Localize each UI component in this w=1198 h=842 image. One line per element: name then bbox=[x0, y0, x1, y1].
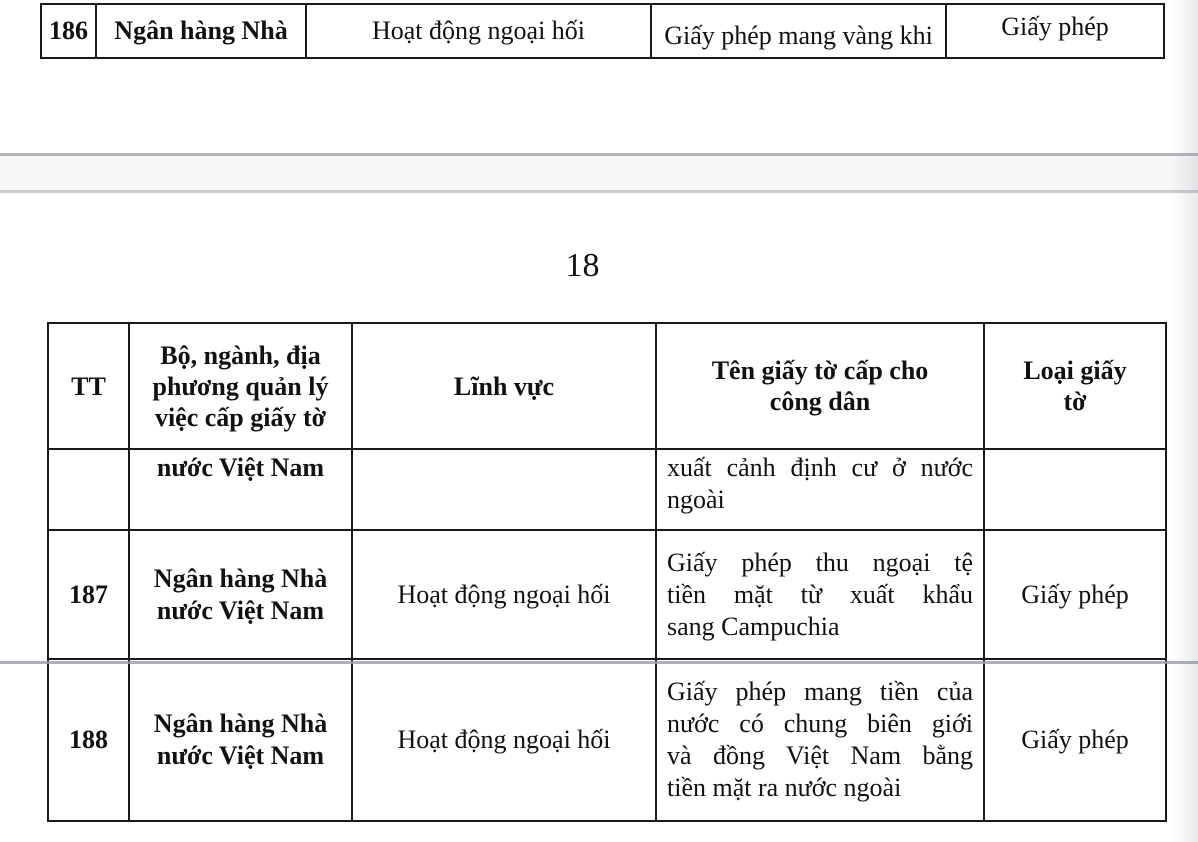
header-agency-line: phương quản lý bbox=[152, 371, 329, 401]
doc-name-line: Giấy phép thu ngoại tệ bbox=[667, 547, 973, 577]
row-187-cell-tt: 187 bbox=[49, 531, 130, 660]
header-doc-type-line: Loại giấy bbox=[1023, 356, 1127, 385]
row-187-cell-doc-name bbox=[657, 531, 985, 660]
cell-agency: Ngân hàng Nhà bbox=[97, 5, 307, 57]
header-cell-doc-name bbox=[657, 324, 985, 450]
row-186cont-cell-agency: nước Việt Nam bbox=[130, 450, 353, 531]
agency-line: nước Việt Nam bbox=[156, 595, 325, 625]
header-doc-name-line: công dân bbox=[769, 387, 871, 416]
agency-line: nước Việt Nam bbox=[156, 741, 325, 770]
row-188-cell-tt: 188 bbox=[49, 660, 130, 820]
header-cell-tt: TT bbox=[49, 324, 130, 450]
doc-name-line: Giấy phép mang tiền của bbox=[667, 677, 973, 706]
row-188-cell-field: Hoạt động ngoại hối bbox=[353, 660, 657, 820]
doc-name-line: xuất cảnh định cư ở nước bbox=[667, 453, 973, 482]
header-cell-doc-type bbox=[985, 324, 1165, 450]
header-cell-field: Lĩnh vực bbox=[353, 324, 657, 450]
cell-doc-type: Giấy phép bbox=[1001, 12, 1109, 41]
row-187-cell-agency bbox=[130, 531, 353, 660]
header-doc-name-line: Tên giấy tờ cấp cho bbox=[711, 356, 929, 385]
doc-name-line: sang Campuchia bbox=[667, 611, 840, 641]
doc-name-line: tiền mặt từ xuất khẩu bbox=[667, 579, 973, 609]
header-cell-agency bbox=[130, 324, 353, 450]
page-gap-separator bbox=[0, 153, 1198, 193]
row-186cont-cell-doc-name bbox=[657, 450, 985, 531]
row-186cont-cell-doc-type bbox=[985, 450, 1165, 531]
row-187-cell-field: Hoạt động ngoại hối bbox=[353, 531, 657, 660]
agency-line: Ngân hàng Nhà bbox=[153, 563, 328, 593]
cell-tt: 186 bbox=[42, 5, 97, 57]
doc-name-line: và đồng Việt Nam bằng bbox=[667, 741, 973, 770]
page-number: 18 bbox=[565, 247, 600, 284]
row-187-cell-doc-type: Giấy phép bbox=[985, 531, 1165, 660]
header-agency-line: Bộ, ngành, địa bbox=[160, 340, 321, 370]
header-doc-type-line: tờ bbox=[1063, 387, 1087, 416]
doc-name-line: ngoài bbox=[667, 485, 725, 514]
doc-name-line: nước có chung biên giới bbox=[667, 709, 973, 738]
cell-doc-name: Giấy phép mang vàng khi bbox=[652, 5, 947, 57]
doc-name-line: tiền mặt ra nước ngoài bbox=[667, 773, 902, 802]
agency-line: Ngân hàng Nhà bbox=[153, 709, 328, 738]
row-186cont-cell-field bbox=[353, 450, 657, 531]
row-188-cell-doc-name bbox=[657, 660, 985, 820]
row-188-cell-doc-type: Giấy phép bbox=[1021, 725, 1129, 754]
render-seam-line bbox=[0, 661, 1198, 664]
prev-page-table-fragment bbox=[40, 3, 1165, 59]
row-188-cell-agency bbox=[130, 660, 353, 820]
permits-table bbox=[47, 322, 1167, 822]
page-edge-shadow bbox=[1172, 0, 1198, 842]
cell-field: Hoạt động ngoại hối bbox=[307, 5, 652, 57]
row-186cont-cell-tt bbox=[49, 450, 130, 531]
header-agency-line: việc cấp giấy tờ bbox=[154, 402, 327, 432]
